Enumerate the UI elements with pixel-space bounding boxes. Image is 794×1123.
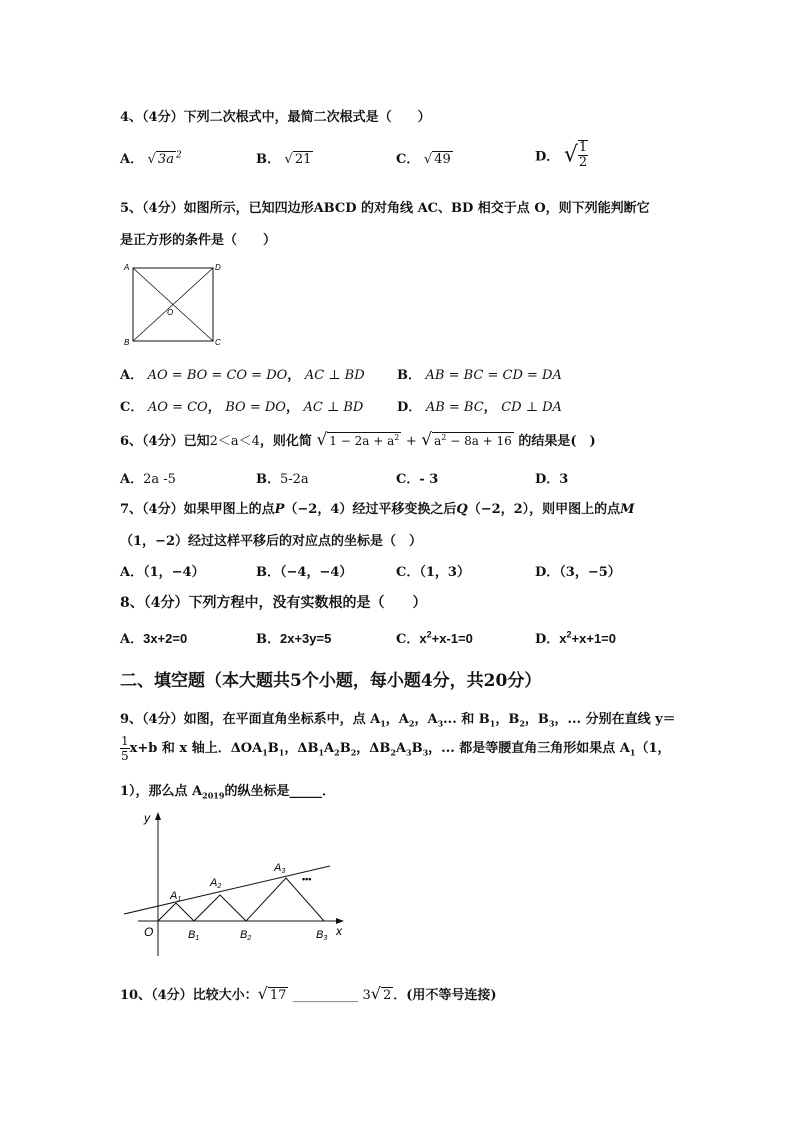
label-b2: B2 [240,929,252,942]
q7-stem-line2: （1，−2）经过这样平移后的对应点的坐标是（ ） [120,534,422,549]
q9-stem-line3: 1），那么点 $A_{2019}$的纵坐标是_____． [120,784,335,801]
label-b1: B1 [188,929,200,942]
q4-option-c: C． √ 49 [396,152,451,167]
label-a3: A3 [274,862,286,875]
q4-stem: 4、（4分）下列二次根式中，最简二次根式是（ ） [120,110,431,125]
label-o: O [144,925,154,939]
q7-option-b: B．（−4，−4） [256,565,353,580]
q5-stem-line2: 是正方形的条件是（ ） [120,233,277,248]
section-title-fill-in: 二、填空题（本大题共5个小题，每小题4分，共20分） [120,671,542,691]
q6-stem: 6、（4分）已知2＜a＜4，则化简 √ $1 - 2a + a^2$ + √ $a^2 - 8a + 16$ 的结果是( ) [120,430,596,450]
q8-option-b: B．2x+3y=5 [256,631,332,647]
q7-option-c: C．（1，3） [396,565,470,580]
q9-stem-line1: 9、（4分）如图，在平面直角坐标系中，点 $A_1$，$A_2$，$A_3$... 和 $B_1$，$B_2$，$B_3$，... 分别在直线 y＝ [120,712,676,729]
label-o: O [167,308,174,317]
q5-square-figure [120,258,230,348]
q6-option-b: B．5-2a [256,472,309,487]
q8-stem: 8、（4分）下列方程中，没有实数根的是（ ） [120,595,427,611]
label-a: A [124,263,130,272]
label-b: B [124,338,130,347]
q8-option-c: C．$x^2+x-1=0$ [396,629,473,647]
q6-option-c: C．- 3 [396,472,439,487]
label-a1: A1 [170,890,182,903]
y-axis-arrow [155,812,161,820]
label-x: x [336,924,342,938]
q5-option-b: B． AB = BC = CD = DA [397,368,562,383]
label-y: y [144,811,150,825]
q5-option-a: A． AO = BO = CO = DO， AC ⊥ BD [120,368,365,383]
line-y-fifth-x-b [124,866,330,914]
q10-stem: 10、（4分）比较大小：√ 17 __________ 3√ 2 ．(用不等号连接) [120,984,497,1003]
q7-option-a: A．（1，−4） [120,565,205,580]
q7-stem-line1: 7、（4分）如果甲图上的点P（−2，4）经过平移变换之后Q（−2，2），则甲图上的点M [120,502,635,517]
q8-option-a: A．3x+2=0 [120,631,188,647]
label-c: C [215,338,221,347]
q5-option-c: C． AO = CO， BO = DO， AC ⊥ BD [120,400,364,415]
triangle-chain [158,878,324,921]
q7-option-d: D．（3，−5） [535,565,621,580]
q8-option-d: D．$x^2+x+1=0$ [535,629,616,647]
q4-option-b: B． √ 21 [256,152,312,167]
q6-option-d: D．3 [535,472,569,487]
q4-option-a: A． √ 3a $^2$ [120,150,182,167]
label-b3: B3 [316,929,328,942]
q6-option-a: A．2a -5 [120,472,176,487]
q4-option-d: D． √ $\frac{1}{2}$ [535,140,588,170]
q5-option-d: D． AB = BC， CD ⊥ DA [397,400,562,415]
label-a2: A2 [210,877,222,890]
ellipsis-dots: ••• [302,874,312,884]
q5-stem-line1: 5、（4分）如图所示，已知四边形ABCD 的对角线 AC、BD 相交于点 O，则下列能判断它 [120,201,650,216]
label-d: D [215,263,221,272]
q9-stem-line2: $\frac{1}{5}$ x+b 和 x 轴上．$\Delta OA_1B_1$，$\Delta B_1A_2B_2$，$\Delta B_2A_3B_3$，... 都是等腰直角三角形如果点 $A_1(1$， [121,734,671,763]
q9-coordinate-figure [118,808,358,958]
